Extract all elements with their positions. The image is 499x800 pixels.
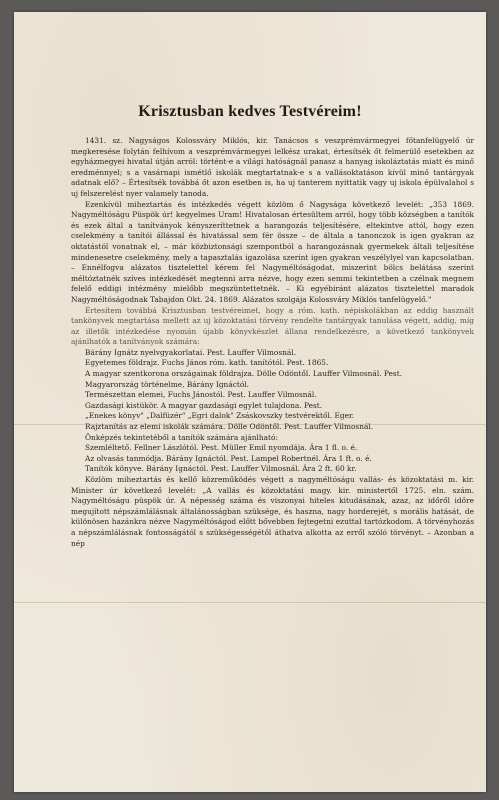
book-list-item: Gazdasági kistükör. A magyar gazdasági egylet tulajdona. Pest.	[85, 400, 323, 410]
paragraph: Értesítem továbbá Krisztusban testvéreimet, hogy a róm. kath. népiskolákban az eddig használt tankönyvek megtartása mellett az uj közoktatási törvény rendelte tantárgyak tanulása végett, addig, míg az illetők intézkedése nyomán újabb könyvkészlet állana rendelkezésre, a következő tankönyvek ajánlhatók a tanítványok számára:	[71, 305, 474, 347]
document-body	[71, 136, 474, 549]
book-list-item: A magyar szentkorona országainak földrajza. Dölle Odöntől. Lauffer Vilmosnál. Pest.	[85, 369, 403, 379]
closing-paragraph: Közlöm miheztartás és kellő közreműködés végett a nagyméltóságu vallás- és közoktatási m. kir. Minister úr következő levelét: „A vallás és közoktatási magy. kir. ministertől 1725. eln. szám. Nagyméltóságu püspök úr. A népesség száma és viszonyai hiteles kitudásának, azaz, az időről időre megujított népszámlálásnak általánosságban szüksége, és haszna, nagy horderejét, s morális hatását, de különösen hazánkra nézve Nagyméltóságod előtt bővebben fejtegetni ezuttal tartózkodom. A törvényhozás a népszámlálásnak fontosságától s szükségességétől áthatva alkotta az erről szóló törvényt. – Azonban a nép	[71, 475, 474, 548]
book-list-item: Rajztanítás az elemi iskolák számára. Dölle Odöntől. Pest. Lauffer Vilmosnál.	[85, 422, 374, 432]
document-title: Krisztusban kedves Testvéreim!	[138, 103, 362, 120]
book-list-item: Magyarország történelme, Bárány Ignáctól.	[85, 379, 249, 389]
document-page	[14, 12, 486, 792]
book-list-item: Egyetemes földrajz. Fuchs János róm. kath. tanítótól. Pest. 1865.	[85, 358, 329, 368]
paragraph: 1431. sz. Nagyságos Kolossváry Miklós, kir. Tanácsos s veszprémvármegyei főtanfelügyelő úr megkeresése folytán felhívom a veszprémvármegyei lelkész urakat, értesítsék őt felmerülő esetekben az egyházmegyei hivatal útján arról: történt-e a világi hatóságnál panasz a hanyag iskoláztatás miatt és minő eredménnyel; s a vasárnapi ismétlő iskolák megtartatnak-e s a vallásoktatáson kívül minő tantárgyak adatnak elő? – Értesítsék továbbá őt azon esetben is, ha uj tanterem nyittatik vagy uj iskola épülvalahol s uj felszerelést nyer valamely tanoda.	[71, 136, 474, 198]
teachers-intro: Önképzés tekintetéből a tanítók számára ajánlható:	[85, 432, 278, 442]
book-list-item: Bárány Ignátz nyelvgyakorlatai. Pest. Lauffer Vilmosnál.	[85, 347, 297, 357]
teacher-book-item: Tanítók könyve. Bárány Ignáctól. Pest. Lauffer Vilmosnál. Ára 2 ft. 60 kr.	[85, 464, 357, 474]
book-list-item: Természettan elemei, Fuchs Jánostól. Pest. Lauffer Vilmosnál.	[85, 390, 317, 400]
teacher-book-item: Szemléltető. Fellner Lászlótól. Pest. Müller Emil nyomdája. Ára 1 fl. o. é.	[85, 443, 358, 453]
paragraph: Ezenkívül miheztartás és intézkedés végett közlöm ő Nagysága következő levelét: „353 1869. Nagyméltóságu Püspök úr! kegyelmes Uram! Hivatalosan értesültem arról, hogy több községben a tanítók és ezek által a tanítványok kényszeríttetnek a harangozás teljesítésére, eltekintve attól, hogy ezen cselekmény a tanítói állással és hivatással sem fér össze – de általa a tanonczok is igen gyakran az oktatástól vonatnak el, – már közbiztonsági szempontból a harangozásnak gyermekek általi teljesítése mindenesetre cselekmény, mely a tapasztalás igazolása szerint igen gyakran veszélylyel van kapcsolatban. – Ennélfogva alázatos tisztelettel kérem fel Nagyméltóságodat, miszerint bölcs belátása szerint méltóztatnék szíves intézkedését megtenni arra nézve, hogy ezen semmi tekintetben a czélnak megnem felelő eddigi intézmény mielőbb megszüntettetnék. – Ki egyébiránt alázatos tisztelettel maradok Nagyméltóságodnak Tabajdon Okt. 24. 1869. Alázatos szolgája Kolossváry Miklós tanfelügyelő."	[71, 199, 474, 304]
book-list-item: „Enekes könyv" „Dalfüzér" „Egri dalok" Zsáskovszky testvérektől. Eger.	[85, 411, 355, 421]
teacher-book-item: Az olvasás tanmódja. Bárány Ignáctól. Pest. Lampel Robertnél. Ára 1 ft. o. é.	[85, 453, 372, 463]
paper-fold-line	[14, 602, 486, 603]
